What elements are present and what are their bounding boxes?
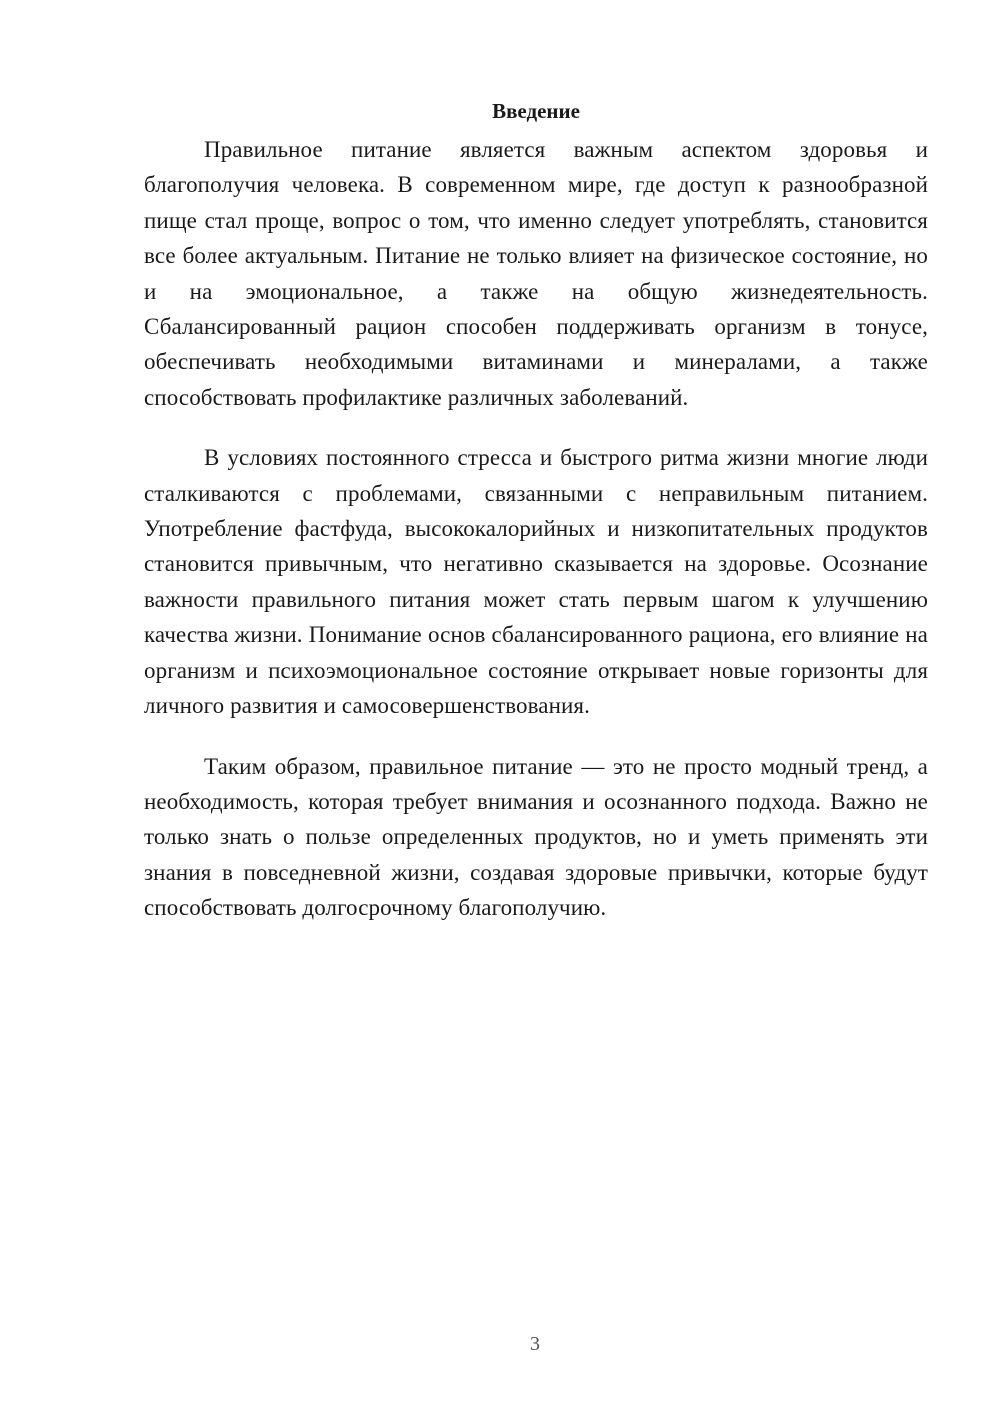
- paragraph-1: Правильное питание является важным аспектом здоровья и благополучия человека. В современном мире, где доступ к разнообразной пище стал проще, вопрос о том, что именно следует употреблять, становится все более актуальным. Питание не только влияет на физическое состояние, но и на эмоциональное, а также на общую жизнедеятельность. Сбалансированный рацион способен поддерживать организм в тонусе, обеспечивать необходимыми витаминами и минералами, а также способствовать профилактике различных заболеваний.: [144, 137, 928, 410]
- paragraph-2: В условиях постоянного стресса и быстрого ритма жизни многие люди сталкиваются с проблемами, связанными с неправильным питанием. Употребление фастфуда, высококалорийных и низкопитательных продуктов становится привычным, что негативно сказывается на здоровье. Осознание важности правильного питания может стать первым шагом к улучшению качества жизни. Понимание основ сбалансированного рациона, его влияние на организм и психоэмоциональное состояние открывает новые горизонты для личного развития и самосовершенствования.: [144, 445, 928, 719]
- paragraph-3: Таким образом, правильное питание — это не просто модный тренд, а необходимость, которая требует внимания и осознанного подхода. Важно не только знать о пользе определенных продуктов, но и уметь применять эти знания в повседневной жизни, создавая здоровые привычки, которые будут способствовать долгосрочному благополучию.: [144, 753, 928, 921]
- page-number: 3: [530, 1333, 540, 1355]
- page-content: [144, 96, 928, 951]
- section-title: Введение: [492, 99, 580, 123]
